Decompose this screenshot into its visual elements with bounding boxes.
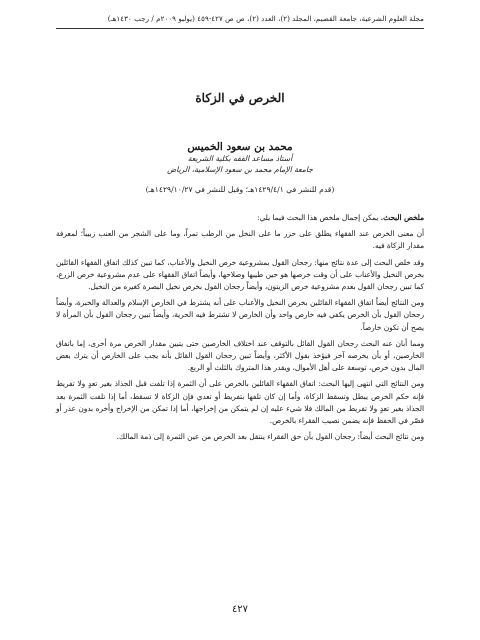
abstract-paragraph: ومن نتائج البحث أيضاً: رجحان القول بأن حق الفقراء ينتقل بعد الخرص من عين الثمرة إلى ذمة المالك. xyxy=(116,432,424,442)
author-name: محمد بن سعود الخميس xyxy=(187,141,293,153)
author-position: أستاذ مساعد الفقه بكلية الشريعة xyxy=(187,154,293,163)
abstract xyxy=(56,212,424,443)
page-number: ٤٢٧ xyxy=(231,604,249,615)
abstract-paragraph: ومن النتائج التي انتهى إليها البحث: اتفاق الفقهاء القائلين بالخرص على أن الثمرة إذا تلفت قبل الجذاذ بغير تعدٍ ولا تفريط فإنه حكم الخرص يبطل وتسقط الزكاة، وأما إن كان تلفها بتفريط أو تعدي فإن الزكاة لا تسقط، أما إذا تلفت الثمرة بعد الجذاذ بغير تعدٍ ولا تفريط من المالك فلا شيء عليه إن لم يتمكن من إخراجها، أما إذا تمكن من الإخراج وأخره بدون عذر أو قصّر في الحفظ فإنه يضمن نصيب الفقراء بالخرص. xyxy=(56,379,424,426)
journal-header: مجلة العلوم الشرعية، جامعة القصيم، المجلد (٢)، العدد (٢)، ص ص ٤٢٧-٤٥٩ (يوليو ٢٠٠٩م / رجب ١٤٣٠هـ) xyxy=(56,14,424,29)
submission-dates: (قدم للنشر في ١٤٢٩/٤/١هـ؛ وقبل للنشر في ١٤٢٩/١٠/٢٧هـ) xyxy=(145,185,335,194)
abstract-paragraph: وقد خلص البحث إلى عدة نتائج منها: رجحان القول بمشروعية خرص النخيل والأعناب، كما تبين كذلك اتفاق الفقهاء القائلين بخرص النخيل والأعناب على أن وقت خرصها هو حين طيبها وصلاحها، وأيضاً اتفاق الفقهاء على عدم مشروعية خرص الزرع، كما تبين رجحان القول بعدم مشروعية خرص الزيتون، وأيضاً رجحان القول بخرص نخيل البصرة كغيره من النخيل. xyxy=(56,257,424,292)
author-university: جامعة الإمام محمد بن سعود الإسلامية، الرياض xyxy=(167,165,313,174)
abstract-heading: ملخص البحث. xyxy=(380,213,424,222)
article-title: الخرص في الزكاة xyxy=(195,91,285,105)
abstract-paragraph: ومن النتائج أيضاً اتفاق الفقهاء القائلين بخرص النخيل والأعناب على أنه يشترط في الخارص الإسلام والعدالة والخبرة، وأيضاً رجحان القول بأن الخرص يكفي فيه خارص واحد وأن الخارص لا تشترط فيه الحرية، وأيضاً تبين رجحان القول بأن المرأة لا يصح أن تكون خارصاً. xyxy=(56,298,424,332)
abstract-paragraph: أن معنى الخرص عند الفقهاء يطلق على حزر ما على النخل من الرطب تمراً، وما على الشجر من العنب زبيباً؛ لمعرفة مقدار الزكاة فيه. xyxy=(56,229,424,251)
abstract-intro xyxy=(56,212,424,224)
abstract-intro-text: يمكن إجمال ملخص هذا البحث فيما يلي: xyxy=(257,213,379,222)
abstract-paragraph: ومما أبان عنه البحث رجحان القول القائل بالتوقف عند اختلاف الخارصين حتى يتبين مقدار الخرص مرة أخرى، إما باتفاق الخارصين، أو بأن يخرصه آخر فيؤخذ بقول الأكثر، وأيضاً تبين رجحان القول القائل بأنه يجب على الخارص أن يترك بعض المال بدون خرص، توسعة على أهل الأموال، ويقدر هذا المتروك بالثلث أو الربع. xyxy=(56,338,424,373)
